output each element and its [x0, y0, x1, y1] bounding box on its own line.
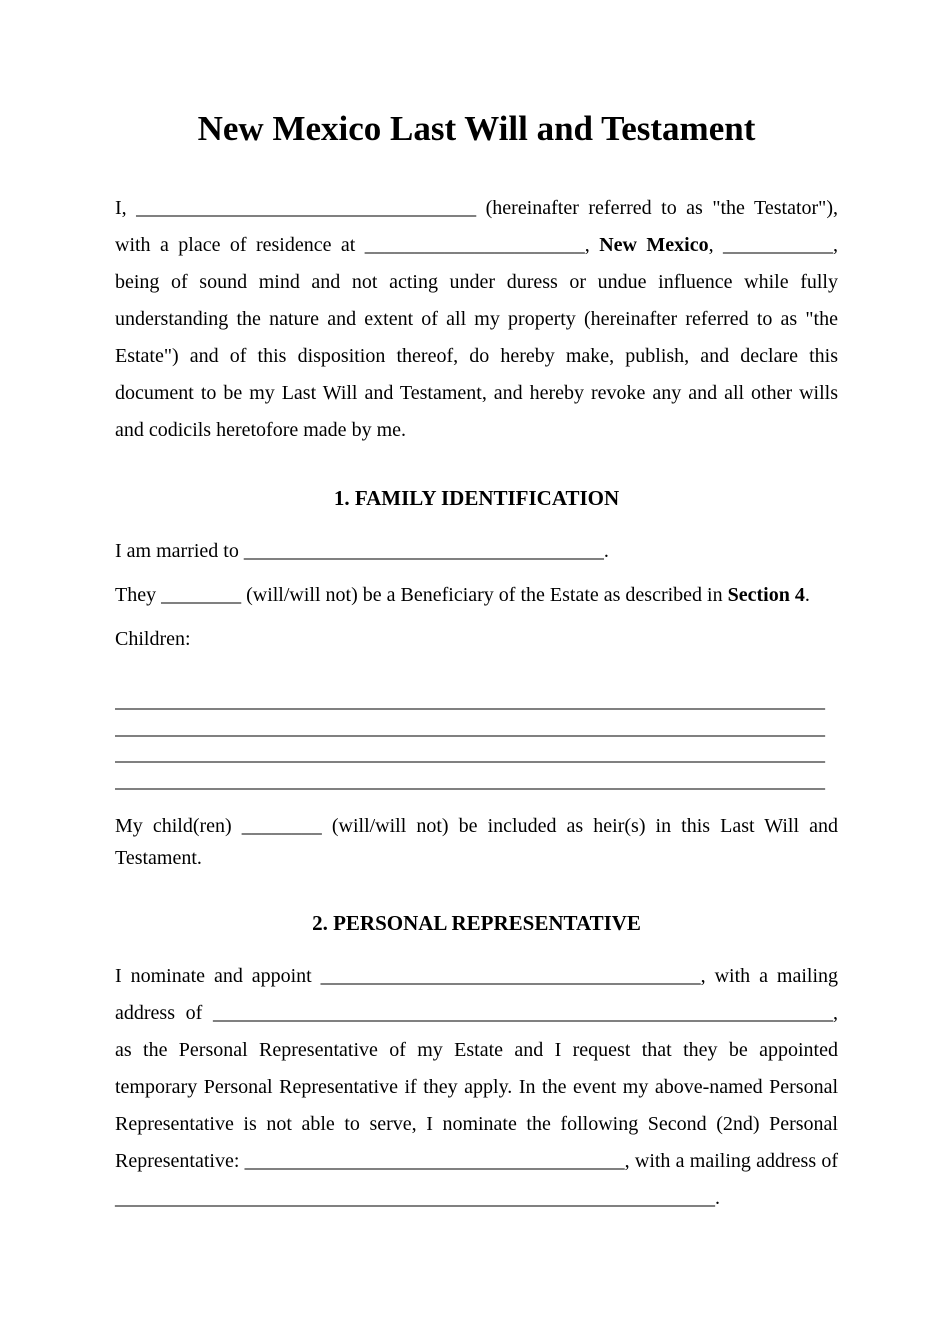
rep-text-period: . — [715, 1187, 720, 1209]
children-fill-line-3: _______________________________________________________________________ — [115, 743, 825, 765]
intro-paragraph — [115, 190, 838, 449]
rep-text-mid2: , as the Personal Representative of my Estate and I request that they be appointed temporary Personal Representative if they apply. In the event my above-named Personal Representative is not able to serve, I nominate the following Second (2nd) Personal Representative: — [115, 1002, 838, 1172]
children-fill-line-4: _______________________________________________________________________ — [115, 769, 825, 792]
married-period: . — [603, 540, 609, 562]
will-willnot-blank-2: ________ — [241, 815, 322, 837]
intro-text-testator: (hereinafter referred to as "the Testator"), with a place of residence at — [115, 197, 838, 256]
heirs-paragraph — [115, 810, 838, 874]
beneficiary-text-pre: They — [115, 584, 162, 606]
representative-name-blank: ______________________________________ — [320, 965, 701, 987]
representative-address-blank: ______________________________________________________________ — [213, 1002, 833, 1024]
will-willnot-blank-1: ________ — [161, 584, 242, 606]
second-representative-name-blank: ______________________________________ — [244, 1150, 625, 1172]
children-fill-line-1: _______________________________________________________________________ — [115, 690, 825, 712]
heirs-text-pre: My child(ren) — [115, 815, 242, 837]
document-title: New Mexico Last Will and Testament — [197, 109, 756, 148]
residence-address-blank: ______________________ — [364, 234, 585, 256]
rep-text-mid3: , with a mailing address of — [624, 1150, 838, 1172]
heirs-text-post: (will/will not) be included as heir(s) in this Last Will and Testament. — [115, 815, 838, 869]
zip-code-blank: ___________ — [723, 234, 834, 256]
personal-representative-paragraph — [115, 958, 838, 1217]
intro-text-start: I, — [115, 197, 137, 219]
spouse-name-blank: ____________________________________ — [243, 540, 604, 562]
children-fill-line-2: _______________________________________________________________________ — [115, 716, 825, 739]
section-4-reference: Section 4 — [727, 584, 805, 606]
intro-comma-2: , — [708, 234, 724, 256]
beneficiary-line — [115, 577, 838, 614]
section-2-heading: 2. PERSONAL REPRESENTATIVE — [312, 911, 641, 935]
children-fill-lines — [115, 688, 838, 794]
intro-comma-1: , — [584, 234, 600, 256]
beneficiary-period: . — [804, 584, 810, 606]
married-text: I am married to — [115, 540, 244, 562]
married-line — [115, 533, 838, 570]
section-1-heading: 1. FAMILY IDENTIFICATION — [333, 486, 620, 510]
second-representative-address-blank: ____________________________________________________________ — [115, 1187, 715, 1209]
rep-text-pre: I nominate and appoint — [115, 965, 321, 987]
state-name: New Mexico — [599, 234, 709, 256]
children-label: Children: — [115, 628, 191, 650]
testator-name-blank: __________________________________ — [136, 197, 477, 219]
beneficiary-text-mid: (will/will not) be a Beneficiary of the Estate as described in — [241, 584, 728, 606]
rep-text-mid1: , with a mailing address of — [115, 965, 838, 1024]
intro-text-rest: , being of sound mind and not acting under duress or undue influence while fully understanding the nature and extent of all my property (hereinafter referred to as "the Estate") and of this disposition thereof, do hereby make, publish, and declare this document to be my Last Will and Testament, and hereby revoke any and all other wills and codicils heretofore made by me. — [115, 234, 839, 441]
